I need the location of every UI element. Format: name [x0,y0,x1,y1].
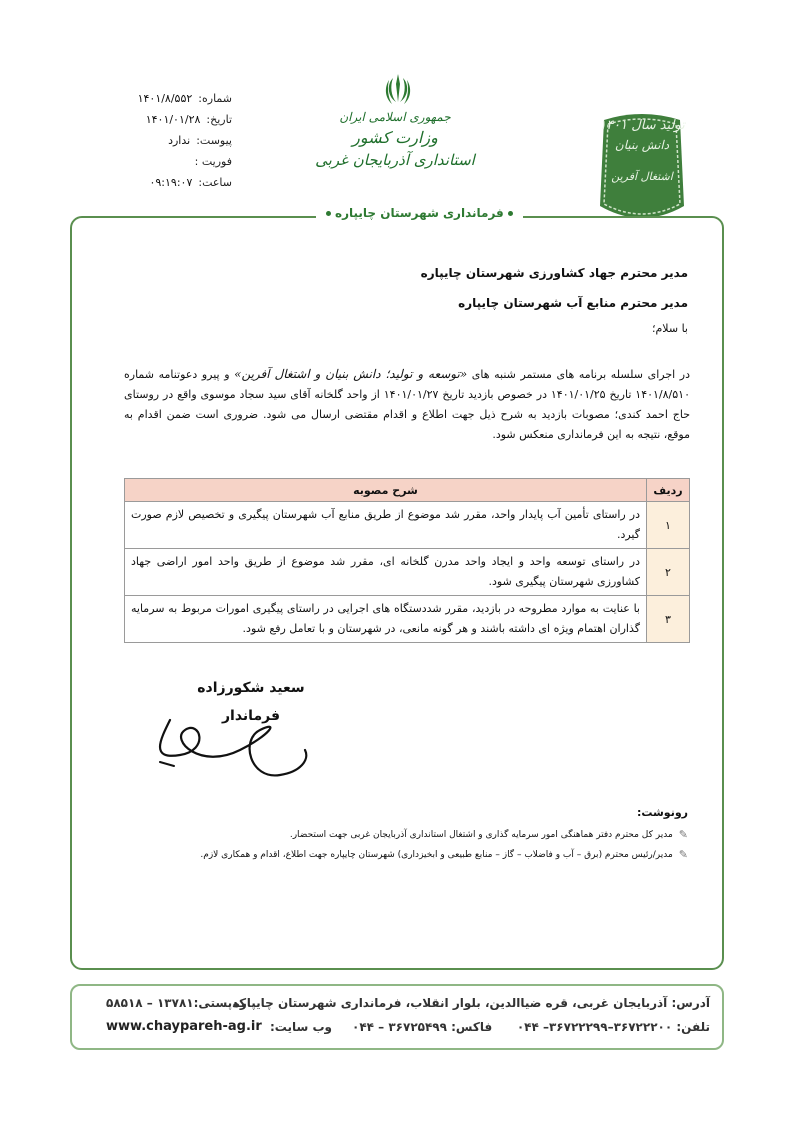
row-text: در راستای تأمین آب پایدار واحد، مقرر شد موضوع از طریق منابع آب شهرستان پیگیری و تخصیص لازم صورت گیرد. [125,502,647,549]
table-header-row-number: ردیف [647,479,690,502]
body-part-1: در اجرای سلسله برنامه های مستمر شنبه های [467,368,690,381]
table-row [125,549,690,596]
letter-footer [70,984,724,1050]
iran-emblem-icon [384,72,412,108]
ministry-line-3: استانداری آذربایجان غربی [315,151,475,169]
office-name: فرمانداری شهرستان چایپاره [335,206,504,220]
resolutions-table [124,478,690,643]
footer-address: آدرس: آذربایجان غربی، قره ضیاالدین، بلوار انقلاب، فرمانداری شهرستان چایپاره [232,996,710,1010]
footer-site-label: وب سایت: [270,1020,333,1034]
time-label: ساعت: [198,176,232,189]
number-label: شماره: [198,92,232,105]
badge-line-2: دانش بنیان [614,138,670,152]
row-text: در راستای توسعه واحد و ایجاد واحد مدرن گلخانه ای، مقرر شد موضوع از طریق واحد امور اراضی جهاد کشاورزی شهرستان پیگیری شود. [125,549,647,596]
footer-postal: کدپستی:۱۳۷۸۱ – ۵۸۵۱۸ [106,996,247,1010]
copy-text: مدیر کل محترم دفتر هماهنگی امور سرمایه گذاری و اشتغال استانداری آذربایجان غربی جهت استحضار. [289,829,673,840]
body-quote: «توسعه و تولید؛ دانش بنیان و اشتغال آفرین» [234,367,468,381]
addressee-1: مدیر محترم جهاد کشاورزی شهرستان چایپاره [420,266,688,280]
body-part-2: و پیرو دعوتنامه شماره ۱۴۰۱/۸/۵۱۰ تاریخ ۱۴۰۱/۰۱/۲۵ در خصوص بازدید تاریخ ۱۴۰۱/۰۱/۲۷ از واحد گلخانه آقای سید سجاد موسوی واقع در روستای حاج احمد کندی؛ مصوبات بازدید به شرح ذیل جهت اطلاع و اقدام مقتضی ارسال می شود. ضروری است ضمن اقدام به موقع، نتیجه به این فرمانداری منعکس شود. [124,368,690,441]
greeting: با سلام؛ [652,322,688,335]
ministry-line-1: جمهوری اسلامی ایران [339,110,451,124]
dot-icon [508,211,513,216]
letter-time: ۰۹:۱۹:۰۷ [149,176,193,189]
letter-date: ۱۴۰۱/۰۱/۲۸ [145,113,201,126]
ministry-line-2: وزارت کشور [352,128,438,147]
signer-name: سعید شکورزاده [197,680,305,696]
footer-phone: تلفن: ۳۶۷۲۲۲۰۰–۳۶۷۲۲۲۹۹– ۰۴۴ [516,1020,710,1034]
row-number: ۲ [647,549,690,596]
signer-role: فرماندار [221,708,280,724]
pen-icon: ✎ [678,828,688,841]
copy-item [200,848,688,861]
website-link[interactable]: www.chaypareh-ag.ir [106,1019,262,1034]
table-row [125,596,690,643]
row-text: با عنایت به موارد مطروحه در بازدید، مقرر شددستگاه های اجرایی در راستای پیگیری امورات مربوط به سرمایه گذاران اهتمام ویژه ای داشته باشند و هر گونه مانعی، در شهرستان و با تعامل رفع شود. [125,596,647,643]
letter-meta [112,88,232,193]
attachment-label: پیوست: [196,134,232,147]
copy-item [290,828,688,841]
footer-fax: فاکس: ۳۶۷۲۵۴۹۹ – ۰۴۴ [352,1020,493,1034]
pen-icon: ✎ [678,848,688,861]
copies-title: رونوشت: [636,806,688,819]
letter-number: ۱۴۰۱/۸/۵۵۲ [137,92,193,105]
copy-text: مدیر/رئیس محترم (برق – آب و فاضلاب – گاز – منابع طبیعی و ابخیزداری) شهرستان چایپاره جهت اطلاع، اقدام و همکاری لازم. [200,849,673,860]
production-year-badge [596,110,688,224]
ministry-heading [300,110,490,169]
letter-body [124,364,690,445]
frame-title [316,206,523,220]
badge-line-1: تولید سال ۱۴۰۱ [599,118,685,133]
addressee-2: مدیر محترم منابع آب شهرستان چایپاره [458,296,688,310]
row-number: ۳ [647,596,690,643]
signer-block [196,680,306,724]
table-row [125,502,690,549]
badge-line-3: اشتغال آفرین [611,170,673,183]
row-number: ۱ [647,502,690,549]
table-header-row [125,479,690,502]
table-header-description: شرح مصوبه [125,479,647,502]
letter-attachment: ندارد [168,134,191,147]
date-label: تاریخ: [206,113,232,126]
urgency-label: فوریت : [194,155,232,168]
dot-icon [326,211,331,216]
